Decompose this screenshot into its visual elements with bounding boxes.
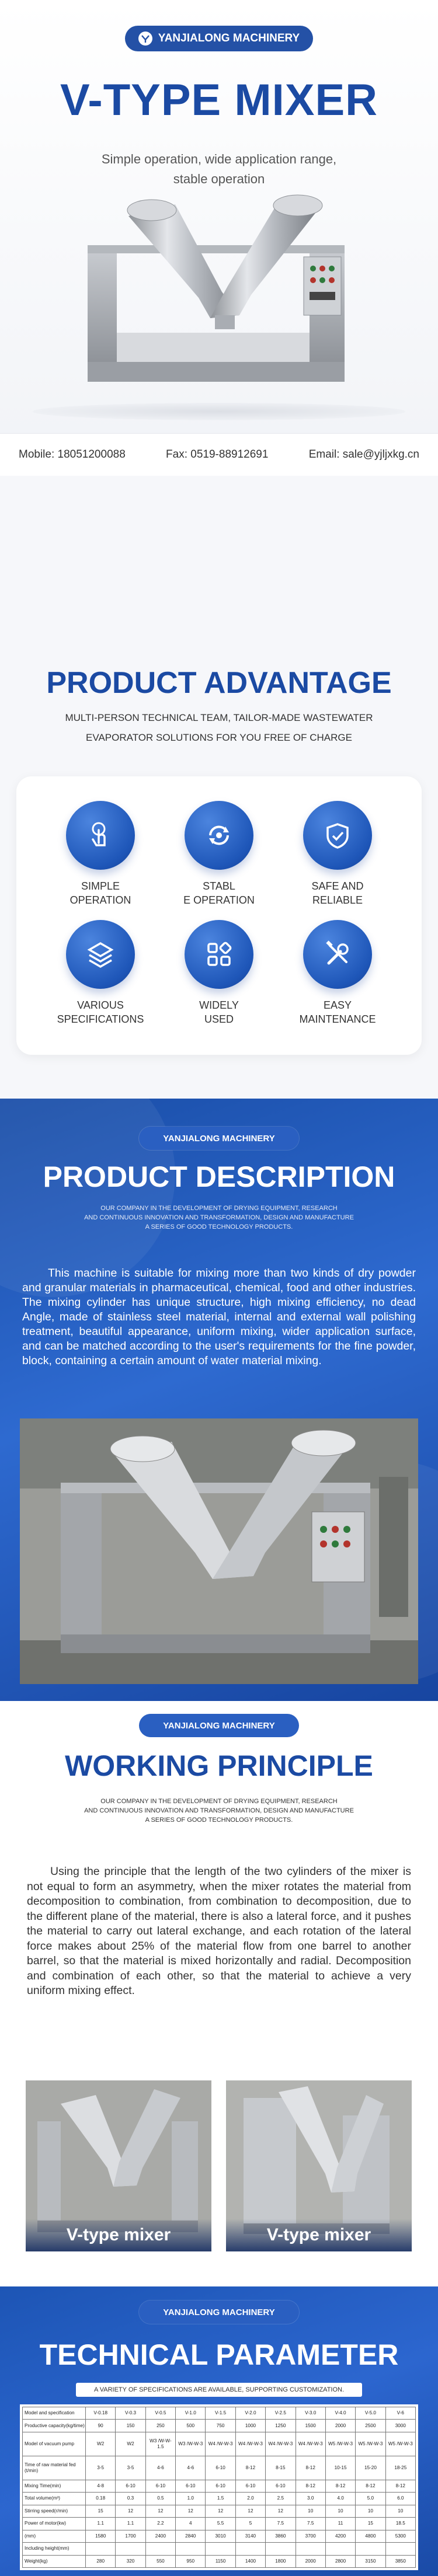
table-cell: 2.0	[235, 2493, 265, 2505]
feature-label: E OPERATION	[183, 894, 255, 906]
table-cell: 4-6	[176, 2456, 206, 2480]
table-cell: 4-8	[86, 2480, 116, 2492]
table-row-header: Model and specification	[23, 2407, 86, 2420]
table-cell: V-0.3	[116, 2407, 145, 2420]
table-cell: 1250	[266, 2420, 296, 2432]
working-principle-title: WORKING PRINCIPLE	[65, 1749, 373, 1782]
table-row-header: Including height(mm)	[23, 2543, 86, 2555]
table-row	[23, 2505, 416, 2517]
table-cell: 1700	[116, 2530, 145, 2542]
table-row-header: Weight(kg)	[23, 2555, 86, 2567]
table-cell: 15	[356, 2518, 385, 2530]
grid-apps-icon	[185, 920, 253, 989]
working-principle-body: Using the principle that the length of the two cylinders of the mixer is not equal to form an asymmetry, when the mixer rotates the material from decomposition to combination, from combination to decomposition, due to the different plane of the material, there is also a lateral force, and it pushes the material to carry out lateral exchange, and each rotation of the lateral force makes about 25% of the material flow from one barrel to another barrel, so that the material is mixed horizontally and radial. Decomposition and combination of each other, so that the material to achieve a very uniform mixing effect.	[27, 1865, 411, 1997]
hero-subtitle-line2: stable operation	[173, 172, 265, 186]
feature-easy-maintenance	[291, 920, 384, 1026]
feature-label: STABL	[203, 880, 235, 892]
table-cell: 8-12	[385, 2480, 415, 2492]
advantage-card	[16, 776, 422, 1055]
table-cell	[176, 2543, 206, 2555]
table-cell: V-6	[385, 2407, 415, 2420]
table-cell: 1400	[235, 2555, 265, 2567]
table-cell: 550	[145, 2555, 175, 2567]
feature-label: OPERATION	[69, 894, 131, 906]
table-cell: 5	[235, 2518, 265, 2530]
table-row	[23, 2493, 416, 2505]
description-body: This machine is suitable for mixing more than two kinds of dry powder and granular materials in pharmaceutical, chemical, food and other industries. The mixing cylinder has unique structure, high mixing efficiency, no dead Angle, made of stainless steel material, internal and external wall polishing treatment, beautiful appearance, uniform mixing, wider application surface, and can be matched according to the user's requirements for the fine powder, block, containing a certain amount of water material mixing.	[22, 1267, 416, 1367]
table-cell: 6-10	[116, 2480, 145, 2492]
table-cell: 6.0	[385, 2493, 415, 2505]
table-cell: 3150	[356, 2555, 385, 2567]
parameter-table	[22, 2407, 416, 2568]
table-row-header: Mixing Time(min)	[23, 2480, 86, 2492]
table-cell: 7.5	[266, 2518, 296, 2530]
table-cell: 1.1	[86, 2518, 116, 2530]
table-cell: 3000	[385, 2420, 415, 2432]
table-row	[23, 2530, 416, 2542]
table-cell: 10	[325, 2505, 355, 2517]
table-cell	[385, 2543, 415, 2555]
feature-label: SAFE AND	[311, 880, 364, 892]
table-cell: 0.5	[145, 2493, 175, 2505]
table-row	[23, 2407, 416, 2420]
intro-line: AND CONTINUOUS INNOVATION AND TRANSFORMATION, DESIGN AND MANUFACTURE	[84, 1807, 354, 1814]
table-cell: V-3.0	[296, 2407, 325, 2420]
table-cell: 6-10	[235, 2480, 265, 2492]
table-cell: W4 /W-W-3	[206, 2432, 235, 2456]
table-cell: 3010	[206, 2530, 235, 2542]
table-cell: 320	[116, 2555, 145, 2567]
table-cell: 5300	[385, 2530, 415, 2542]
table-cell: 150	[116, 2420, 145, 2432]
table-cell: 3-5	[116, 2456, 145, 2480]
intro-line: A SERIES OF GOOD TECHNOLOGY PRODUCTS.	[145, 1223, 293, 1231]
feature-label: VARIOUS	[77, 999, 124, 1011]
layers-icon	[66, 920, 135, 989]
intro-line: OUR COMPANY IN THE DEVELOPMENT OF DRYING EQUIPMENT, RESEARCH	[100, 1798, 338, 1805]
table-cell: V-2.5	[266, 2407, 296, 2420]
description-intro	[76, 1204, 362, 1232]
table-row-header: Total volume(m³)	[23, 2493, 86, 2505]
table-row	[23, 2420, 416, 2432]
table-cell: 2000	[296, 2555, 325, 2567]
v-mixer-product-image	[64, 193, 374, 403]
table-cell: 15	[86, 2505, 116, 2517]
table-cell: 4800	[356, 2530, 385, 2542]
table-cell: 2800	[325, 2555, 355, 2567]
section-brand-pill: YANJIALONG MACHINERY	[139, 2300, 299, 2324]
table-cell: 6-10	[145, 2480, 175, 2492]
hero-subtitle-line1: Simple operation, wide application range,	[101, 152, 337, 166]
table-cell	[206, 2543, 235, 2555]
table-row	[23, 2432, 416, 2456]
table-cell: 6-10	[176, 2480, 206, 2492]
description-section	[0, 1099, 438, 1701]
table-cell: 18-25	[385, 2456, 415, 2480]
table-cell: 0.18	[86, 2493, 116, 2505]
table-cell	[86, 2543, 116, 2555]
feature-simple-operation	[54, 801, 147, 907]
table-cell: 1000	[235, 2420, 265, 2432]
advantage-subtitle-line2: EVAPORATOR SOLUTIONS FOR YOU FREE OF CHARGE	[86, 732, 352, 743]
table-cell: V-5.0	[356, 2407, 385, 2420]
table-cell: 15-20	[356, 2456, 385, 2480]
table-cell	[145, 2543, 175, 2555]
advantage-section	[0, 476, 438, 1099]
feature-label: SIMPLE	[81, 880, 120, 892]
table-cell: 11	[325, 2518, 355, 2530]
table-cell: 8-12	[235, 2456, 265, 2480]
table-cell: W2	[116, 2432, 145, 2456]
description-title: PRODUCT DESCRIPTION	[43, 1160, 395, 1193]
table-cell: W4 /W-W-3	[296, 2432, 325, 2456]
parameter-table-container	[20, 2404, 418, 2570]
feature-label: SPECIFICATIONS	[57, 1013, 144, 1025]
table-cell: 8-12	[325, 2480, 355, 2492]
table-cell: 1150	[206, 2555, 235, 2567]
shield-check-icon	[303, 801, 372, 870]
table-cell: W5 /W-W-3	[356, 2432, 385, 2456]
table-cell: W2	[86, 2432, 116, 2456]
feature-label: MAINTENANCE	[299, 1013, 376, 1025]
hero-pedestal	[32, 403, 406, 420]
table-cell: 750	[206, 2420, 235, 2432]
table-cell	[356, 2543, 385, 2555]
table-cell: 10	[296, 2505, 325, 2517]
table-cell: 3860	[266, 2530, 296, 2542]
photo-caption-right: V-type mixer	[226, 2219, 412, 2251]
feature-stable-operation	[172, 801, 266, 907]
table-cell: 12	[176, 2505, 206, 2517]
brand-logo-icon	[138, 32, 152, 46]
table-row-header: (mm)	[23, 2530, 86, 2542]
table-cell: 5.0	[356, 2493, 385, 2505]
table-row	[23, 2480, 416, 2492]
brand-badge	[125, 26, 313, 51]
table-cell: 5.5	[206, 2518, 235, 2530]
intro-line: OUR COMPANY IN THE DEVELOPMENT OF DRYING EQUIPMENT, RESEARCH	[100, 1205, 338, 1212]
v-mixer-photo-left	[26, 2080, 211, 2251]
feature-label: USED	[204, 1013, 234, 1025]
table-cell: W5 /W-W-3	[385, 2432, 415, 2456]
table-cell: 12	[235, 2505, 265, 2517]
table-cell: 1.5	[206, 2493, 235, 2505]
table-cell: 4-6	[145, 2456, 175, 2480]
advantage-subtitle	[55, 708, 383, 748]
brand-name: YANJIALONG MACHINERY	[158, 32, 300, 44]
table-row-header: Stirring speed(r/min)	[23, 2505, 86, 2517]
table-cell: 1.0	[176, 2493, 206, 2505]
table-cell: 3-5	[86, 2456, 116, 2480]
table-cell: 8-15	[266, 2456, 296, 2480]
table-cell: 18.5	[385, 2518, 415, 2530]
working-intro	[76, 1797, 362, 1825]
table-cell: 2000	[325, 2420, 355, 2432]
feature-label: RELIABLE	[312, 894, 363, 906]
table-cell: 8-12	[296, 2480, 325, 2492]
contact-bar	[0, 433, 438, 476]
table-cell: V-2.0	[235, 2407, 265, 2420]
technical-parameter-section	[0, 2286, 438, 2576]
table-cell: V-0.5	[145, 2407, 175, 2420]
table-cell	[235, 2543, 265, 2555]
table-cell: 12	[145, 2505, 175, 2517]
table-row	[23, 2555, 416, 2567]
v-mixer-workshop-photo	[20, 1418, 418, 1684]
table-cell: 12	[206, 2505, 235, 2517]
table-cell: 12	[116, 2505, 145, 2517]
table-cell: 8-12	[356, 2480, 385, 2492]
table-cell: V-0.18	[86, 2407, 116, 2420]
table-row-header: Model of vacuum pump	[23, 2432, 86, 2456]
table-cell	[296, 2543, 325, 2555]
table-cell: 6-10	[206, 2480, 235, 2492]
table-cell: 4	[176, 2518, 206, 2530]
hand-pointer-icon	[66, 801, 135, 870]
table-cell: 6-10	[206, 2456, 235, 2480]
section-brand-pill: YANJIALONG MACHINERY	[139, 1714, 299, 1737]
table-cell: W4 /W-W-3	[235, 2432, 265, 2456]
table-cell: 90	[86, 2420, 116, 2432]
table-cell: V-1.5	[206, 2407, 235, 2420]
technical-parameter-note: A VARIETY OF SPECIFICATIONS ARE AVAILABLE, SUPPORTING CUSTOMIZATION.	[76, 2383, 362, 2397]
table-cell: 1800	[266, 2555, 296, 2567]
table-cell: 250	[145, 2420, 175, 2432]
table-row-header: Time of raw material fed (t/min)	[23, 2456, 86, 2480]
table-cell: 4.0	[325, 2493, 355, 2505]
table-cell: V-1.0	[176, 2407, 206, 2420]
table-row	[23, 2456, 416, 2480]
table-cell: W3 /W-W-1.5	[145, 2432, 175, 2456]
table-cell: 1.1	[116, 2518, 145, 2530]
table-row-header: Productive capacity(kg/time)	[23, 2420, 86, 2432]
table-cell: 3.0	[296, 2493, 325, 2505]
contact-fax: Fax: 0519-88912691	[166, 448, 269, 461]
table-cell: 3850	[385, 2555, 415, 2567]
feature-label: WIDELY	[199, 999, 239, 1011]
table-cell: 6-10	[266, 2480, 296, 2492]
contact-mobile: Mobile: 18051200088	[19, 448, 126, 461]
feature-safe-reliable	[291, 801, 384, 907]
feature-various-specifications	[54, 920, 147, 1026]
table-cell: 1500	[296, 2420, 325, 2432]
table-cell: 3140	[235, 2530, 265, 2542]
table-cell: 10	[356, 2505, 385, 2517]
hero-title: V-TYPE MIXER	[60, 75, 378, 125]
hero-section	[0, 0, 438, 476]
table-cell: 2.2	[145, 2518, 175, 2530]
table-cell	[325, 2543, 355, 2555]
intro-line: A SERIES OF GOOD TECHNOLOGY PRODUCTS.	[145, 1817, 293, 1824]
photo-caption-left: V-type mixer	[26, 2219, 211, 2251]
table-cell	[266, 2543, 296, 2555]
table-row-header: Power of motor(kw)	[23, 2518, 86, 2530]
table-cell: 2.5	[266, 2493, 296, 2505]
table-cell: 7.5	[296, 2518, 325, 2530]
table-cell: 950	[176, 2555, 206, 2567]
working-principle-section	[0, 1701, 438, 2286]
table-cell: 500	[176, 2420, 206, 2432]
refresh-cycle-icon	[185, 801, 253, 870]
table-cell: 2500	[356, 2420, 385, 2432]
table-cell: 3700	[296, 2530, 325, 2542]
table-cell: 1580	[86, 2530, 116, 2542]
table-cell: 12	[266, 2505, 296, 2517]
table-cell: 8-12	[296, 2456, 325, 2480]
feature-widely-used	[172, 920, 266, 1026]
table-cell: 2400	[145, 2530, 175, 2542]
table-cell: 2840	[176, 2530, 206, 2542]
table-cell: W5 /W-W-3	[325, 2432, 355, 2456]
hero-subtitle	[99, 149, 339, 189]
table-cell: W4 /W-W-3	[266, 2432, 296, 2456]
intro-line: AND CONTINUOUS INNOVATION AND TRANSFORMATION, DESIGN AND MANUFACTURE	[84, 1214, 354, 1221]
technical-parameter-title: TECHNICAL PARAMETER	[39, 2338, 399, 2371]
table-cell: W3 /W-W-3	[176, 2432, 206, 2456]
table-cell: 4200	[325, 2530, 355, 2542]
wrench-screwdriver-icon	[303, 920, 372, 989]
contact-email: Email: sale@yjljxkg.cn	[308, 448, 419, 461]
table-cell: V-4.0	[325, 2407, 355, 2420]
table-row	[23, 2518, 416, 2530]
table-cell	[116, 2543, 145, 2555]
table-cell: 280	[86, 2555, 116, 2567]
advantage-title: PRODUCT ADVANTAGE	[46, 666, 392, 700]
v-mixer-photo-right	[226, 2080, 412, 2251]
table-row	[23, 2543, 416, 2555]
feature-label: EASY	[323, 999, 352, 1011]
table-cell: 10-15	[325, 2456, 355, 2480]
advantage-subtitle-line1: MULTI-PERSON TECHNICAL TEAM, TAILOR-MADE WASTEWATER	[65, 712, 373, 723]
table-cell: 10	[385, 2505, 415, 2517]
section-brand-pill: YANJIALONG MACHINERY	[139, 1127, 299, 1150]
table-cell: 0.3	[116, 2493, 145, 2505]
